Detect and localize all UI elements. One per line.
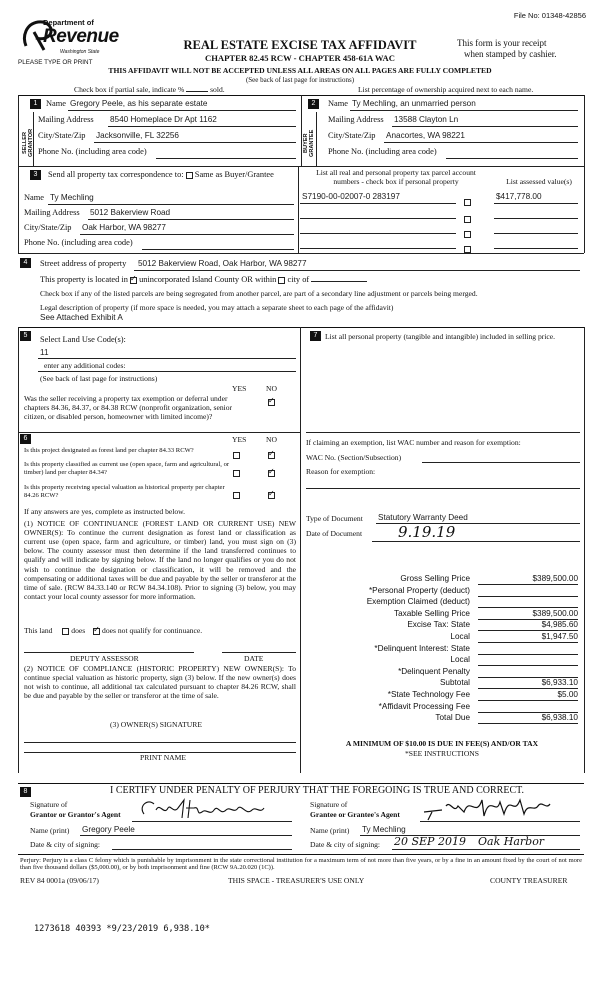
county-treasurer-label: COUNTY TREASURER	[490, 876, 568, 885]
grantor-signature[interactable]	[134, 796, 274, 827]
grantor-sig-label-2: Grantor or Grantor's Agent	[30, 810, 121, 819]
tax-row	[306, 644, 580, 656]
grantor-signature-icon	[134, 796, 274, 822]
section-5-number: 5	[20, 331, 31, 341]
claim-exemption-label: If claiming an exemption, list WAC number and reason for exemption:	[306, 438, 521, 447]
section-6-number: 6	[20, 434, 31, 444]
correspondence-mailing-value[interactable]: 5012 Bakerview Road	[90, 208, 171, 217]
personal-property-label: List all personal property (tangible and intangible) included in selling price.	[325, 332, 556, 341]
legal-description-value[interactable]: See Attached Exhibit A	[40, 313, 123, 322]
tax-row-value[interactable]: $389,500.00	[478, 574, 578, 585]
reason-exemption-label: Reason for exemption:	[306, 467, 376, 476]
correspondence-phone-label: Phone No. (including area code)	[24, 238, 133, 247]
exemption-question: Was the seller receiving a property tax exemption or deferral under chapters 84.36, 84.37, or 84.38 RCW (nonprofit organization, senior citizen, or disabled person, homeowner with limited income)?	[24, 394, 233, 422]
section-8-number: 8	[20, 787, 31, 797]
buyer-side-label: BUYER GRANTEE	[303, 129, 315, 157]
tax-row-value[interactable]	[478, 702, 578, 713]
buyer-phone-label: Phone No. (including area code)	[328, 147, 437, 156]
additional-codes-label: enter any additional codes:	[44, 361, 126, 370]
assessor-date-label: DATE	[244, 654, 264, 663]
correspondence-city-value[interactable]: Oak Harbor, WA 98277	[82, 223, 166, 232]
city-label: city of	[287, 275, 310, 284]
assessed-value-1[interactable]: $417,778.00	[496, 192, 542, 201]
tax-row	[306, 667, 580, 679]
tax-row-label: Local	[450, 632, 470, 641]
tax-row-value[interactable]: $5.00	[478, 690, 578, 701]
grantee-sig-label-2: Grantee or Grantee's Agent	[310, 810, 400, 819]
tax-row-label: Subtotal	[439, 678, 470, 688]
historic-yes-checkbox[interactable]	[233, 486, 240, 504]
city-checkbox[interactable]	[278, 277, 285, 284]
seller-side-label: SELLER GRANTOR	[22, 128, 34, 158]
tax-row-label: Total Due	[435, 713, 470, 723]
dor-logo	[18, 14, 118, 62]
grantor-sig-label-1: Signature of	[30, 800, 68, 809]
form-chapter: CHAPTER 82.45 RCW - CHAPTER 458-61A WAC	[205, 53, 395, 63]
if-yes-note: If any answers are yes, complete as instructed below.	[24, 507, 186, 516]
tax-row	[306, 574, 580, 586]
buyer-city-value[interactable]: Anacortes, WA 98221	[386, 131, 465, 140]
tax-row	[306, 690, 580, 702]
seller-city-value[interactable]: Jacksonville, FL 32256	[96, 131, 179, 140]
personal-property-checkbox-1[interactable]	[464, 193, 471, 211]
does-label: does	[71, 626, 86, 635]
parcel-header-1: List all real and personal property tax parcel account	[316, 168, 476, 177]
same-as-buyer-label: Same as Buyer/Grantee	[194, 170, 274, 179]
seller-name-value[interactable]: Gregory Peele, as his separate estate	[70, 99, 208, 108]
tax-row	[306, 678, 580, 690]
qualify-line	[24, 626, 202, 635]
grantee-date-city-label: Date & city of signing:	[310, 840, 381, 849]
tax-row-value[interactable]: $4,985.60	[478, 620, 578, 631]
deputy-assessor-label: DEPUTY ASSESSOR	[70, 654, 139, 663]
section-4-number: 4	[20, 258, 31, 268]
section6-no-header: NO	[266, 435, 277, 444]
historic-no-checkbox[interactable]	[268, 486, 275, 504]
print-name-label: PRINT NAME	[140, 753, 187, 762]
personal-property-checkbox-4[interactable]	[464, 240, 471, 258]
form-revision: REV 84 0001a (09/06/17)	[20, 876, 99, 885]
buyer-mailing-value[interactable]: 13588 Clayton Ln	[394, 115, 459, 124]
section5-yes-header: YES	[232, 384, 247, 393]
tax-row-value[interactable]	[478, 586, 578, 597]
tax-row-label: *Affidavit Processing Fee	[378, 701, 470, 711]
list-percentage-note: List percentage of ownership acquired next to each name.	[358, 85, 534, 94]
section-7-number: 7	[310, 331, 321, 341]
grantor-name-label: Name (print)	[30, 826, 70, 835]
buyer-city-label: City/State/Zip	[328, 131, 376, 140]
same-as-buyer-checkbox[interactable]	[186, 172, 193, 179]
perjury-notice: Perjury: Perjury is a class C felony which is punishable by imprisonment in the state correctional institution for a maximum term of not more than five years, or by a fine in an amount fixed by the court of not more than five thousand dollars ($5,000.00), or by both imprisonment and fine (RCW 9A.20.020 (1C)).	[20, 857, 582, 872]
street-address-value[interactable]: 5012 Bakerview Road, Oak Harbor, WA 98277	[138, 259, 307, 268]
tax-row	[306, 609, 580, 621]
document-date-label: Date of Document	[306, 529, 363, 538]
seller-mailing-label: Mailing Address	[38, 115, 94, 124]
tax-row-value[interactable]: $6,933.10	[478, 678, 578, 689]
tax-row	[306, 655, 580, 667]
land-use-value[interactable]: 11	[40, 348, 49, 357]
current-use-yes-checkbox[interactable]	[233, 464, 240, 482]
buyer-mailing-label: Mailing Address	[328, 115, 384, 124]
forest-yes-checkbox[interactable]	[233, 446, 240, 464]
city-field[interactable]	[311, 281, 367, 282]
grantee-sig-label-1: Signature of	[310, 800, 348, 809]
tax-row-value[interactable]: $1,947.50	[478, 632, 578, 643]
tax-row-label: Gross Selling Price	[400, 574, 470, 583]
form-title: REAL ESTATE EXCISE TAX AFFIDAVIT	[183, 38, 417, 52]
forest-no-checkbox[interactable]	[268, 446, 275, 464]
grantee-name-value[interactable]: Ty Mechling	[362, 825, 406, 834]
exemption-no-checkbox[interactable]	[268, 393, 275, 411]
see-back-note: (See back of last page for instructions)	[245, 76, 355, 84]
land-use-label: Select Land Use Code(s):	[40, 335, 126, 344]
buyer-name-value[interactable]: Ty Mechling, an unmarried person	[352, 99, 476, 108]
notice-continuance: (1) NOTICE OF CONTINUANCE (FOREST LAND OR CURRENT USE) NEW OWNER(S): To continue the current designation as forest land or classification as current use (open space, farm and agriculture, or timber) land, you must sign on (3) below. The county assessor must then determine if the land transferred continues to qualify and will indicate by signing below. If the land no longer qualifies or you do not wish to continue the designation or classification, it will be removed and the compensating or additional taxes will be due and payable by the seller or transferor at the time of sale. (RCW 84.33.140 or RCW 84.34.108). Prior to signing (3) below, you may contact your local county assessor for more information.	[24, 519, 296, 601]
file-number: File No: 01348-42856	[513, 11, 586, 20]
logo-revenue: Revenue	[43, 26, 119, 47]
section5-no-header: NO	[266, 384, 277, 393]
street-address-label: Street address of property	[40, 259, 127, 268]
grantor-date-city-label: Date & city of signing:	[30, 840, 101, 849]
does-not-label: does not qualify for continuance.	[102, 626, 203, 635]
correspondence-mailing-label: Mailing Address	[24, 208, 80, 217]
tax-row-label: Exemption Claimed (deduct)	[366, 597, 470, 607]
this-land-label: This land	[24, 626, 53, 635]
certify-statement: I CERTIFY UNDER PENALTY OF PERJURY THAT THE FOREGOING IS TRUE AND CORRECT.	[110, 785, 524, 796]
partial-sale-sold: sold.	[210, 85, 225, 94]
treasurer-space-label: THIS SPACE - TREASURER'S USE ONLY	[228, 876, 365, 885]
please-type: PLEASE TYPE OR PRINT	[18, 59, 93, 66]
tax-row-value[interactable]: $6,938.10	[478, 713, 578, 724]
partial-sale-percent-field[interactable]	[186, 91, 208, 92]
tax-row-value[interactable]	[478, 644, 578, 655]
does-qualify-checkbox[interactable]	[62, 628, 69, 635]
notice-compliance: (2) NOTICE OF COMPLIANCE (HISTORIC PROPERTY) NEW OWNER(S): To continue special valuation as historic property, sign (3) below. If the new owner(s) does not wish to continue, all additional tax calculated pursuant to chapter 84.26 RCW, shall be due and payable by the seller or transferor at the time of sale.	[24, 664, 296, 701]
wac-number-label: WAC No. (Section/Subsection)	[306, 453, 402, 462]
land-use-see-back: (See back of last page for instructions)	[40, 374, 158, 383]
tax-row	[306, 632, 580, 644]
receipt-note-1: This form is your receipt	[457, 38, 547, 48]
forest-land-question: Is this project designated as forest land per chapter 84.33 RCW?	[24, 447, 194, 454]
logo-dept: Department of	[43, 18, 94, 27]
parcel-number-1[interactable]: S7190-00-02007-0 283197	[302, 192, 400, 201]
section-2-number: 2	[308, 99, 319, 109]
seller-city-label: City/State/Zip	[38, 131, 86, 140]
minimum-due-note: A MINIMUM OF $10.00 IS DUE IN FEE(S) AND/OR TAX	[345, 739, 539, 748]
tax-row-label: *Delinquent Penalty	[398, 666, 470, 676]
grantee-signature-icon	[420, 790, 560, 822]
see-instructions-note: *SEE INSTRUCTIONS	[404, 749, 480, 758]
warning-banner: THIS AFFIDAVIT WILL NOT BE ACCEPTED UNLESS ALL AREAS ON ALL PAGES ARE FULLY COMPLETED	[108, 66, 492, 75]
tax-row-label: *State Technology Fee	[387, 690, 470, 699]
tax-row-label: Taxable Selling Price	[393, 608, 470, 618]
assessed-header: List assessed value(s)	[506, 177, 572, 186]
receipt-note-2: when stamped by cashier.	[464, 49, 557, 59]
parcel-header-2: numbers - check box if personal property	[333, 177, 459, 186]
section-3-number: 3	[30, 170, 41, 180]
section6-yes-header: YES	[232, 435, 247, 444]
unincorporated-label: unincorporated Island County OR within	[139, 275, 277, 284]
seller-phone-label: Phone No. (including area code)	[38, 147, 147, 156]
unincorporated-checkbox[interactable]	[130, 277, 137, 284]
tax-row	[306, 597, 580, 609]
document-type-label: Type of Document	[306, 514, 363, 523]
tax-row-value[interactable]	[478, 667, 578, 678]
grantee-signing-date[interactable]: 20 SEP 2019	[394, 835, 466, 848]
tax-row-value[interactable]	[478, 597, 578, 608]
owner-signature-label: (3) OWNER(S) SIGNATURE	[110, 720, 202, 729]
tax-row-label: *Personal Property (deduct)	[368, 585, 470, 595]
located-in-line	[40, 275, 367, 285]
send-correspondence-text: Send all property tax correspondence to:	[48, 170, 184, 179]
buyer-name-label: Name	[328, 99, 348, 108]
document-date-value[interactable]: 9.19.19	[398, 523, 456, 541]
document-type-value[interactable]: Statutory Warranty Deed	[378, 513, 468, 522]
correspondence-city-label: City/State/Zip	[24, 223, 72, 232]
partial-sale-text: Check box if partial sale, indicate %	[74, 85, 185, 94]
tax-row	[306, 713, 580, 725]
historic-question: Is this property receiving special valuation as historical property per chapter 84.26 RCW?	[24, 484, 225, 499]
segregated-note: Check box if any of the listed parcels are being segregated from another parcel, are part of a secondary line adjustment or parcels being merged.	[40, 289, 478, 298]
seller-name-label: Name	[46, 99, 66, 108]
logo-state: Washington State	[60, 49, 100, 55]
tax-row	[306, 586, 580, 598]
tax-row	[306, 620, 580, 632]
tax-row-label: Local	[450, 655, 470, 665]
treasurer-receipt-stamp: 1273618 40393 *9/23/2019 6,938.10*	[34, 924, 210, 934]
seller-mailing-value[interactable]: 8540 Homeplace Dr Apt 1162	[110, 115, 217, 124]
correspondence-name-value[interactable]: Ty Mechling	[50, 193, 94, 202]
tax-row-value[interactable]	[478, 655, 578, 666]
grantee-signing-city[interactable]: Oak Harbor	[478, 835, 545, 848]
correspondence-name-label: Name	[24, 193, 44, 202]
legal-description-label: Legal description of property (if more space is needed, you may attach a separate sheet to each page of the affidavit)	[40, 303, 394, 312]
section-1-number: 1	[30, 99, 41, 109]
tax-row-label: *Delinquent Interest: State	[374, 643, 470, 653]
grantee-name-label: Name (print)	[310, 826, 350, 835]
current-use-no-checkbox[interactable]	[268, 464, 275, 482]
send-correspondence-label	[48, 170, 274, 180]
located-in-text: This property is located in	[40, 275, 128, 284]
tax-row-label: Excise Tax: State	[407, 620, 470, 630]
current-use-question: Is this property classified as current use (open space, farm and agricultural, or timber) land per chapter 84.34?	[24, 461, 230, 476]
tax-row-value[interactable]: $389,500.00	[478, 609, 578, 620]
tax-row	[306, 702, 580, 714]
does-not-qualify-checkbox[interactable]	[93, 628, 100, 635]
partial-sale-label	[74, 85, 225, 94]
grantor-name-value[interactable]: Gregory Peele	[82, 825, 135, 834]
